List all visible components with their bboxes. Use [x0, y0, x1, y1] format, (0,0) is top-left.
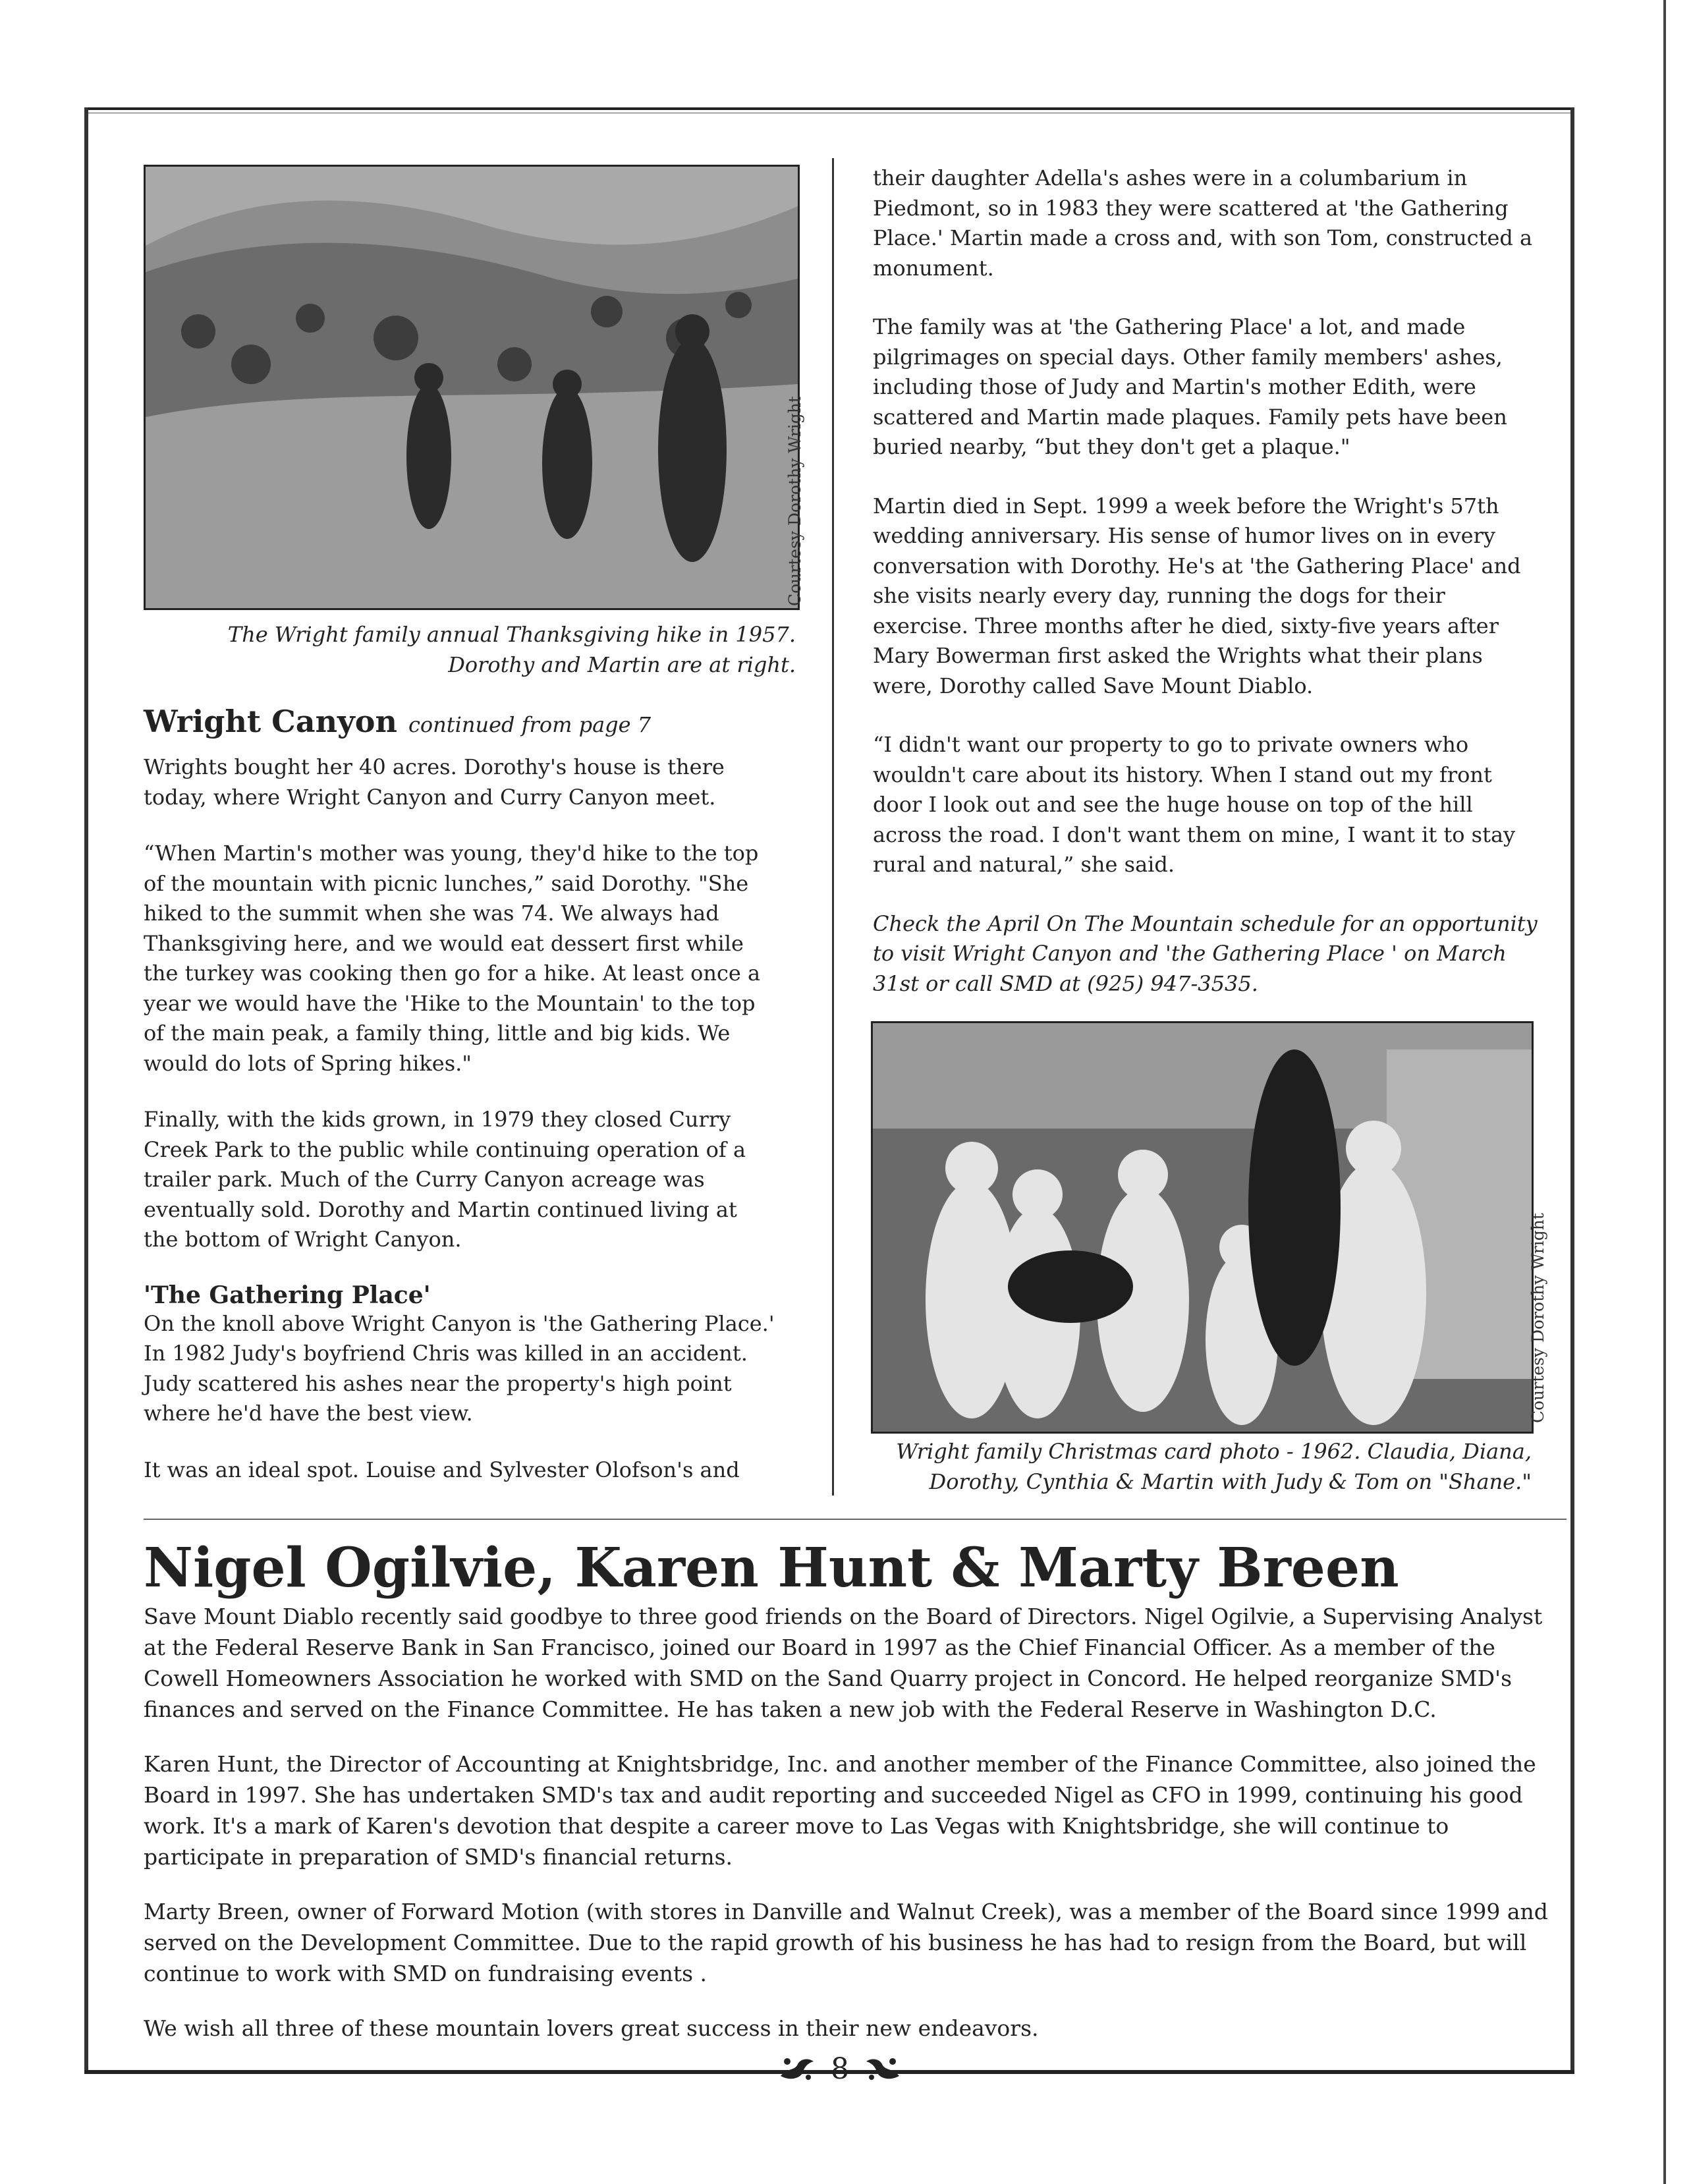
- board-article-body: [144, 1601, 1567, 2044]
- schedule-note: Check the April On The Mountain schedule for an opportunity to visit Wright Canyon and 'the Gathering Place ' on March 31st or call SMD at (925) 947-3535.: [873, 910, 1538, 996]
- caption-line: Dorothy, Cynthia & Martin with Judy & Tom on "Shane.": [929, 1469, 1532, 1494]
- right-column-text: [873, 163, 1538, 999]
- caption-line: Dorothy and Martin are at right.: [448, 652, 796, 677]
- body-paragraph: Finally, with the kids grown, in 1979 they closed Curry Creek Park to the public while continuing operation of a trailer park. Much of the Curry Canyon acreage was eventually sold. Dorothy and Martin continued living at the bottom of Wright Canyon.: [144, 1107, 746, 1252]
- page-footer: [754, 2042, 926, 2095]
- column-divider: [832, 158, 834, 1496]
- photo-credit: Courtesy Dorothy Wright: [785, 396, 804, 606]
- christmas-card-photo: [871, 1021, 1534, 1434]
- photo-caption: [873, 1436, 1532, 1497]
- page-frame-left-rule: [84, 107, 88, 2074]
- thanksgiving-hike-illustration: [146, 167, 798, 608]
- body-paragraph: On the knoll above Wright Canyon is 'the Gathering Place.' In 1982 Judy's boyfriend Chris was killed in an accident. Judy scattered his ashes near the property's high point where he'd have the best view.: [144, 1310, 775, 1426]
- section-subhead: 'The Gathering Place': [144, 1281, 431, 1309]
- caption-line: Wright family Christmas card photo - 1962. Claudia, Diana,: [896, 1439, 1532, 1464]
- body-paragraph: We wish all three of these mountain lovers great success in their new endeavors.: [144, 2015, 1039, 2041]
- christmas-card-illustration: [873, 1023, 1532, 1432]
- left-column-text: [144, 752, 776, 1485]
- page-edge-shadow: [1663, 0, 1666, 2184]
- photo-caption: [144, 619, 796, 680]
- page-number: 8: [831, 2052, 849, 2086]
- body-paragraph: “I didn't want our property to go to private owners who wouldn't care about its history. When I stand out my front door I look out and see the huge house on top of the hill across the road. I don't want them on mine, I want it to stay rural and natural,” she said.: [873, 732, 1516, 877]
- body-paragraph: Karen Hunt, the Director of Accounting at Knightsbridge, Inc. and another member of the Finance Committee, also joined the Board in 1997. She has undertaken SMD's tax and audit reporting and succeeded Nigel as CFO in 1999, continuing his good work. It's a mark of Karen's devotion that despite a career move to Las Vegas with Knightsbridge, she will continue to participate in preparation of SMD's financial returns.: [144, 1751, 1536, 1870]
- section-divider: [144, 1519, 1567, 1520]
- body-paragraph: Martin died in Sept. 1999 a week before the Wright's 57th wedding anniversary. His sense of humor lives on in every conversation with Dorothy. He's at 'the Gathering Place' and she visits nearly every day, running the dogs for their exercise. Three months after he died, sixty-five years after Mary Bowerman first asked the Wrights what their plans were, Dorothy called Save Mount Diablo.: [873, 493, 1521, 698]
- board-article-headline: Nigel Ogilvie, Karen Hunt & Marty Breen: [144, 1536, 1399, 1600]
- page-frame-top-rule: [84, 107, 1574, 110]
- floral-ornament-icon: [864, 2054, 902, 2084]
- caption-line: The Wright family annual Thanksgiving hike in 1957.: [227, 622, 796, 647]
- body-paragraph: their daughter Adella's ashes were in a columbarium in Piedmont, so in 1983 they were scattered at 'the Gathering Place.' Martin made a cross and, with son Tom, constructed a monument.: [873, 165, 1533, 281]
- floral-ornament-icon: [778, 2054, 816, 2084]
- page-frame-right-rule: [1570, 107, 1574, 2074]
- body-paragraph: Wrights bought her 40 acres. Dorothy's house is there today, where Wright Canyon and Curry Canyon meet.: [144, 754, 725, 810]
- continued-from-note: continued from page 7: [408, 712, 652, 737]
- body-paragraph: Save Mount Diablo recently said goodbye to three good friends on the Board of Directors. Nigel Ogilvie, a Supervising Analyst at the Federal Reserve Bank in San Francisco, joined our Board in 1997 as the Chief Financial Officer. As a member of the Cowell Homeowners Association he worked with SMD on the Sand Quarry project in Concord. He helped reorganize SMD's finances and served on the Finance Committee. He has taken a new job with the Federal Reserve in Washington D.C.: [144, 1604, 1543, 1722]
- body-paragraph: “When Martin's mother was young, they'd hike to the top of the mountain with picnic lunches,” said Dorothy. "She hiked to the summit when she was 74. We always had Thanksgiving here, and we would eat dessert first while the turkey was cooking then go for a hike. At least once a year we would have the 'Hike to the Mountain' to the top of the main peak, a family thing, little and big kids. We would do lots of Spring hikes.": [144, 841, 761, 1076]
- article-title: Wright Canyon: [144, 704, 397, 739]
- article-subhead: [144, 704, 651, 739]
- thanksgiving-hike-photo: [144, 165, 800, 610]
- photo-credit: Courtesy Dorothy Wright: [1528, 1213, 1547, 1423]
- body-paragraph: It was an ideal spot. Louise and Sylvester Olofson's and: [144, 1457, 740, 1482]
- body-paragraph: The family was at 'the Gathering Place' a lot, and made pilgrimages on special days. Other family members' ashes, including those of Judy and Martin's mother Edith, were scattered and Martin made plaques. Family pets have been buried nearby, “but they don't get a plaque.": [873, 314, 1507, 459]
- body-paragraph: Marty Breen, owner of Forward Motion (with stores in Danville and Walnut Creek), was a member of the Board since 1999 and served on the Development Committee. Due to the rapid growth of his business he has had to resign from the Board, but will continue to work with SMD on fundraising events .: [144, 1899, 1548, 1986]
